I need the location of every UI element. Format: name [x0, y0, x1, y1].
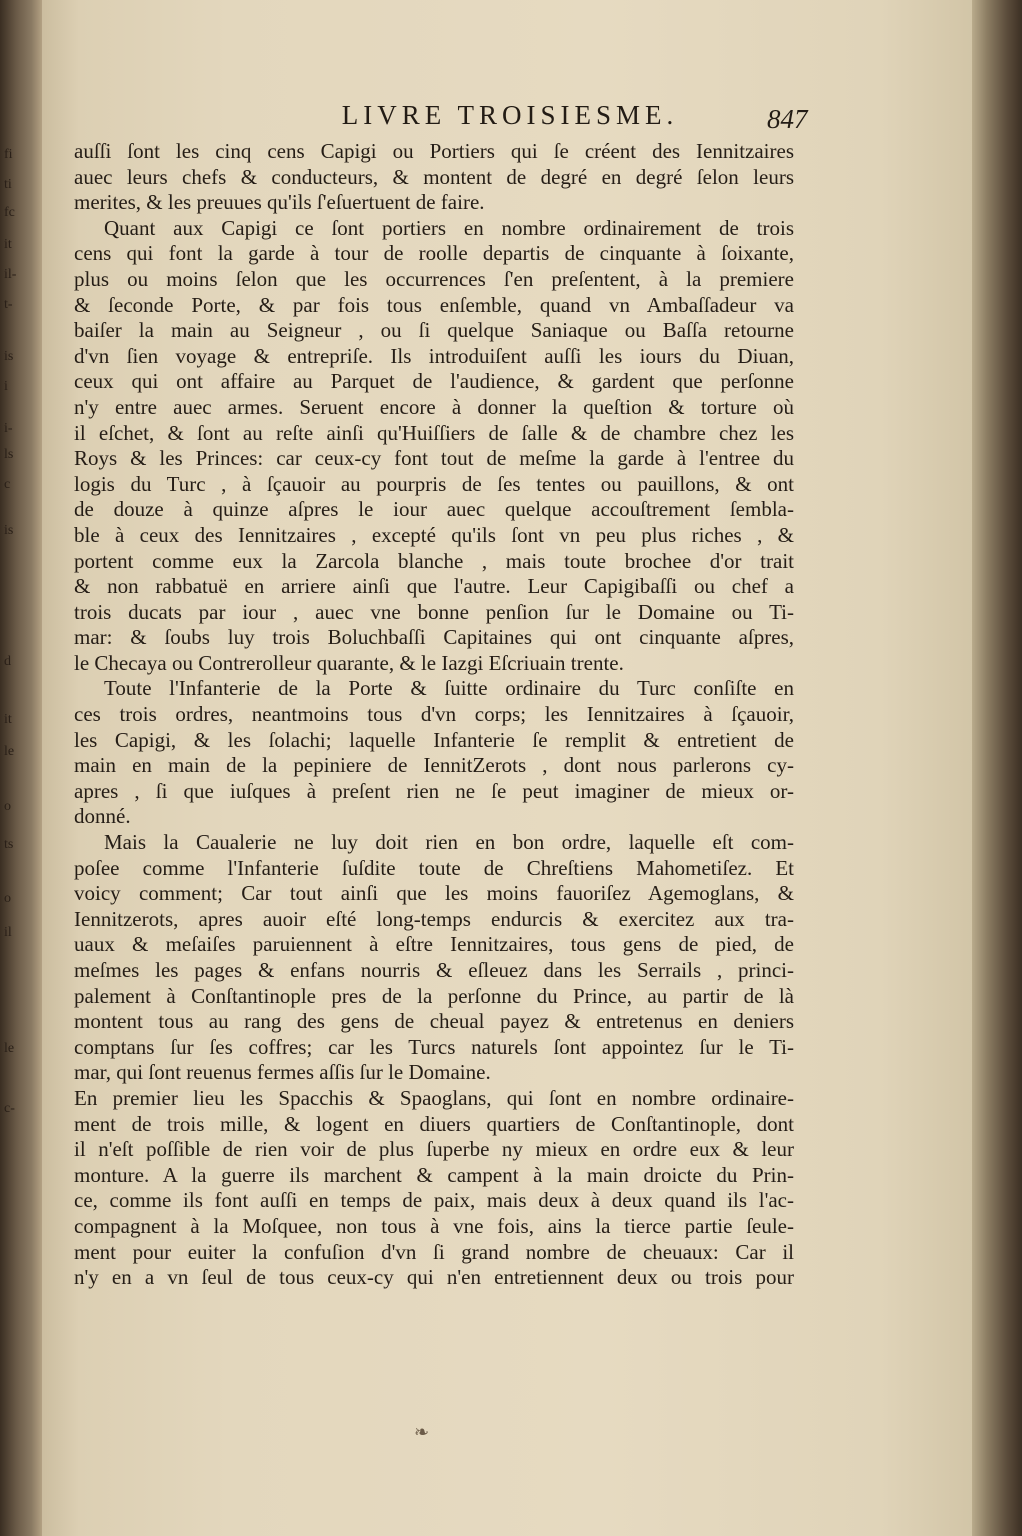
text-line: plus ou moins ſelon que les occurrences ſ'en preſentent, à la premiere [74, 266, 794, 291]
text-line: ble à ceux des Iennitzaires , excepté qu'ils ſont vn peu plus riches , & [74, 522, 794, 547]
margin-fragment: i- [4, 421, 13, 436]
text-line: voicy comment; Car tout ainſi que les moins fauoriſez Agemoglans, & [74, 881, 794, 906]
text-line: de douze à quinze aſpres le iour auec quelque accouſtrement ſembla- [74, 497, 794, 522]
text-line: baiſer la main au Seigneur , ou ſi quelque Saniaque ou Baſſa retourne [74, 318, 794, 343]
text-line: montent tous au rang des gens de cheual payez & entretenus en deniers [74, 1009, 794, 1034]
adjacent-page-edge [0, 0, 42, 1536]
margin-fragment: d [4, 654, 11, 669]
text-line: mar, qui ſont reuenus fermes aſſis ſur le Domaine. [74, 1060, 491, 1085]
text-line: mar: & ſoubs luy trois Boluchbaſſi Capitaines qui ont cinquante aſpres, [74, 625, 794, 650]
book-page [42, 0, 972, 1536]
margin-fragment: le [4, 1041, 15, 1056]
margin-fragment: c- [4, 1101, 15, 1116]
text-line: & ſeconde Porte, & par fois tous enſemble, quand vn Ambaſſadeur va [74, 292, 794, 317]
margin-fragment: o [4, 891, 11, 906]
text-line: En premier lieu les Spacchis & Spaoglans, qui ſont en nombre ordinaire- [74, 1085, 794, 1110]
text-line: il n'eſt poſſible de rien voir de plus ſuperbe ny mieux en ordre eux & leur [74, 1137, 794, 1162]
margin-fragment: is [4, 523, 14, 538]
margin-fragment: it [4, 237, 12, 252]
text-line: n'y en a vn ſeul de tous ceux-cy qui n'en entretiennent deux ou trois pour [74, 1265, 794, 1290]
text-line: n'y entre auec armes. Seruent encore à donner la queſtion & torture où [74, 394, 794, 419]
text-line: main en main de la pepiniere de IennitZerots , dont nous parlerons cy- [74, 753, 794, 778]
margin-fragment: le [4, 744, 15, 759]
margin-fragment: it [4, 712, 12, 727]
right-page-edge [972, 0, 1022, 1536]
margin-fragment: o [4, 799, 11, 814]
text-line: ces trois ordres, neantmoins tous d'vn corps; les Iennitzaires à ſçauoir, [74, 702, 794, 727]
margin-fragment: fi [4, 147, 13, 162]
margin-fragment: ti [4, 177, 12, 192]
text-line: Toute l'Infanterie de la Porte & ſuitte ordinaire du Turc conſiſte en [104, 676, 794, 701]
text-line: ment de trois mille, & logent en diuers quartiers de Conſtantinople, dont [74, 1111, 794, 1136]
text-line: auſſi ſont les cinq cens Capigi ou Portiers qui ſe créent des Iennitzaires [74, 139, 794, 163]
text-line: compagnent à la Moſquee, non tous à vne fois, ains la tierce partie ſeule- [74, 1213, 794, 1238]
text-line: & non rabbatuë en arriere ainſi que l'autre. Leur Capigibaſſi ou chef a [74, 574, 794, 599]
margin-fragment: c [4, 477, 11, 492]
text-line: le Checaya ou Contrerolleur quarante, & le Iazgi Eſcriuain trente. [74, 650, 624, 675]
text-line: Iennitzerots, apres auoir eſté long-temps endurcis & exercitez aux tra- [74, 906, 794, 931]
text-line: ment pour euiter la confuſion d'vn ſi grand nombre de cheuaux: Car il [74, 1239, 794, 1264]
text-line: il eſchet, & ſont au reſte ainſi qu'Huiſſiers de ſalle & de chambre chez les [74, 420, 794, 445]
margin-fragment: il [4, 925, 12, 940]
margin-fragment: ls [4, 447, 14, 462]
text-line: monture. A la guerre ils marchent & campent à la main droicte du Prin- [74, 1162, 794, 1187]
text-line: ceux qui ont affaire au Parquet de l'audience, & gardent que perſonne [74, 369, 794, 394]
text-line: merites, & les preuues qu'ils ſ'eſuertuent de faire. [74, 190, 485, 215]
text-line: Roys & les Princes: car ceux-cy font tout de meſme la garde à l'entree du [74, 446, 794, 471]
running-title: LIVRE TROISIESME. [341, 100, 679, 130]
text-line: portent comme eux la Zarcola blanche , mais toute brochee d'or trait [74, 548, 794, 573]
margin-fragment: t- [4, 297, 13, 312]
text-line: les Capigi, & les ſolachi; laquelle Infanterie ſe remplit & entretient de [74, 727, 794, 752]
margin-fragment: fc [4, 205, 15, 220]
text-line: uaux & meſaiſes paruiennent à eſtre Iennitzaires, tous gens de pied, de [74, 932, 794, 957]
text-line: comptans ſur ſes coffres; car les Turcs naturels ſont appointez ſur le Ti- [74, 1034, 794, 1059]
text-line: trois ducats par iour , auec vne bonne penſion ſur le Domaine ou Ti- [74, 599, 794, 624]
text-line: apres , ſi que iuſques à preſent rien ne ſe peut imaginer de mieux or- [74, 778, 794, 803]
text-line: d'vn ſien voyage & entrepriſe. Ils introduiſent auſſi les iours du Diuan, [74, 343, 794, 368]
ink-speck-ornament: ❧ [414, 1422, 430, 1442]
margin-fragment: il- [4, 267, 17, 282]
text-line: Quant aux Capigi ce ſont portiers en nombre ordinairement de trois [104, 215, 794, 240]
body-text [74, 139, 794, 1291]
text-line: cens qui font la garde à tour de roolle departis de cinquante à ſoixante, [74, 241, 794, 266]
margin-fragment: ts [4, 837, 14, 852]
text-line: poſee comme l'Infanterie ſuſdite toute de Chreſtiens Mahometiſez. Et [74, 855, 794, 880]
page-number: 847 [767, 104, 808, 134]
margin-fragment: is [4, 349, 14, 364]
text-line: Mais la Caualerie ne luy doit rien en bon ordre, laquelle eſt com- [104, 830, 794, 855]
text-line: meſmes les pages & enfans nourris & eſleuez dans les Serrails , princi- [74, 958, 794, 982]
text-line: logis du Turc , à ſçauoir au pourpris de ſes tentes ou pauillons, & ont [74, 471, 794, 496]
text-line: ce, comme ils font auſſi en temps de paix, mais deux à deux quand ils l'ac- [74, 1188, 794, 1213]
text-line: auec leurs chefs & conducteurs, & montent de degré en degré ſelon leurs [74, 164, 794, 189]
margin-fragment: i [4, 379, 8, 394]
text-line: palement à Conſtantinople pres de la perſonne du Prince, au partir de là [74, 983, 794, 1008]
text-line: donné. [74, 804, 131, 829]
